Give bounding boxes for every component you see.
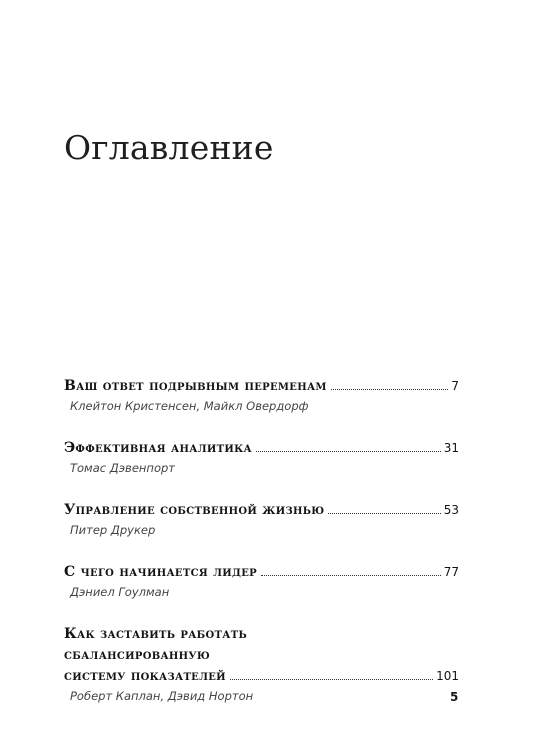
toc-entry-title: Эффективная аналитика (64, 440, 252, 456)
toc-entry (64, 624, 459, 705)
toc-entry-title: Управление собственной жизнью (64, 502, 325, 518)
toc-entry-author: Роберт Каплан, Дэвид Нортон (70, 689, 254, 703)
toc-title-line (64, 500, 459, 521)
toc-entry-author: Дэниел Гоулман (70, 585, 170, 599)
toc-entry (64, 500, 459, 539)
toc-entry (64, 376, 459, 415)
toc-entry-author: Клейтон Кристенсен, Майкл Овердорф (70, 399, 309, 413)
dot-leader (331, 389, 449, 390)
toc-entry-author: Томас Дэвенпорт (70, 461, 175, 475)
toc-entry-title: систему показателей (64, 668, 226, 684)
toc-entry-title: Ваш ответ подрывным переменам (64, 378, 327, 394)
dot-leader (261, 575, 441, 576)
page-number: 5 (450, 690, 459, 704)
toc-entry-title: С чего начинается лидер (64, 564, 257, 580)
dot-leader (230, 679, 433, 680)
toc-page-number: 53 (443, 503, 459, 517)
toc-entry-title: сбалансированную (64, 647, 211, 663)
toc-title-line (64, 376, 459, 397)
toc-entry-title: Как заставить работать (64, 626, 248, 642)
toc-title-line (64, 562, 459, 583)
dot-leader (328, 513, 440, 514)
toc-page-number: 77 (443, 565, 459, 579)
dot-leader (256, 451, 441, 452)
toc-page-number: 31 (443, 441, 459, 455)
toc-title-line (64, 438, 459, 459)
toc-page-number: 101 (436, 669, 459, 683)
table-of-contents (64, 376, 459, 728)
toc-title-line (64, 645, 459, 666)
toc-entry-author: Питер Друкер (70, 523, 156, 537)
toc-page-number: 7 (451, 379, 459, 393)
toc-title-line (64, 624, 459, 645)
toc-entry (64, 438, 459, 477)
toc-entry (64, 562, 459, 601)
toc-title-line (64, 666, 459, 687)
page-title: Оглавление (64, 128, 274, 167)
